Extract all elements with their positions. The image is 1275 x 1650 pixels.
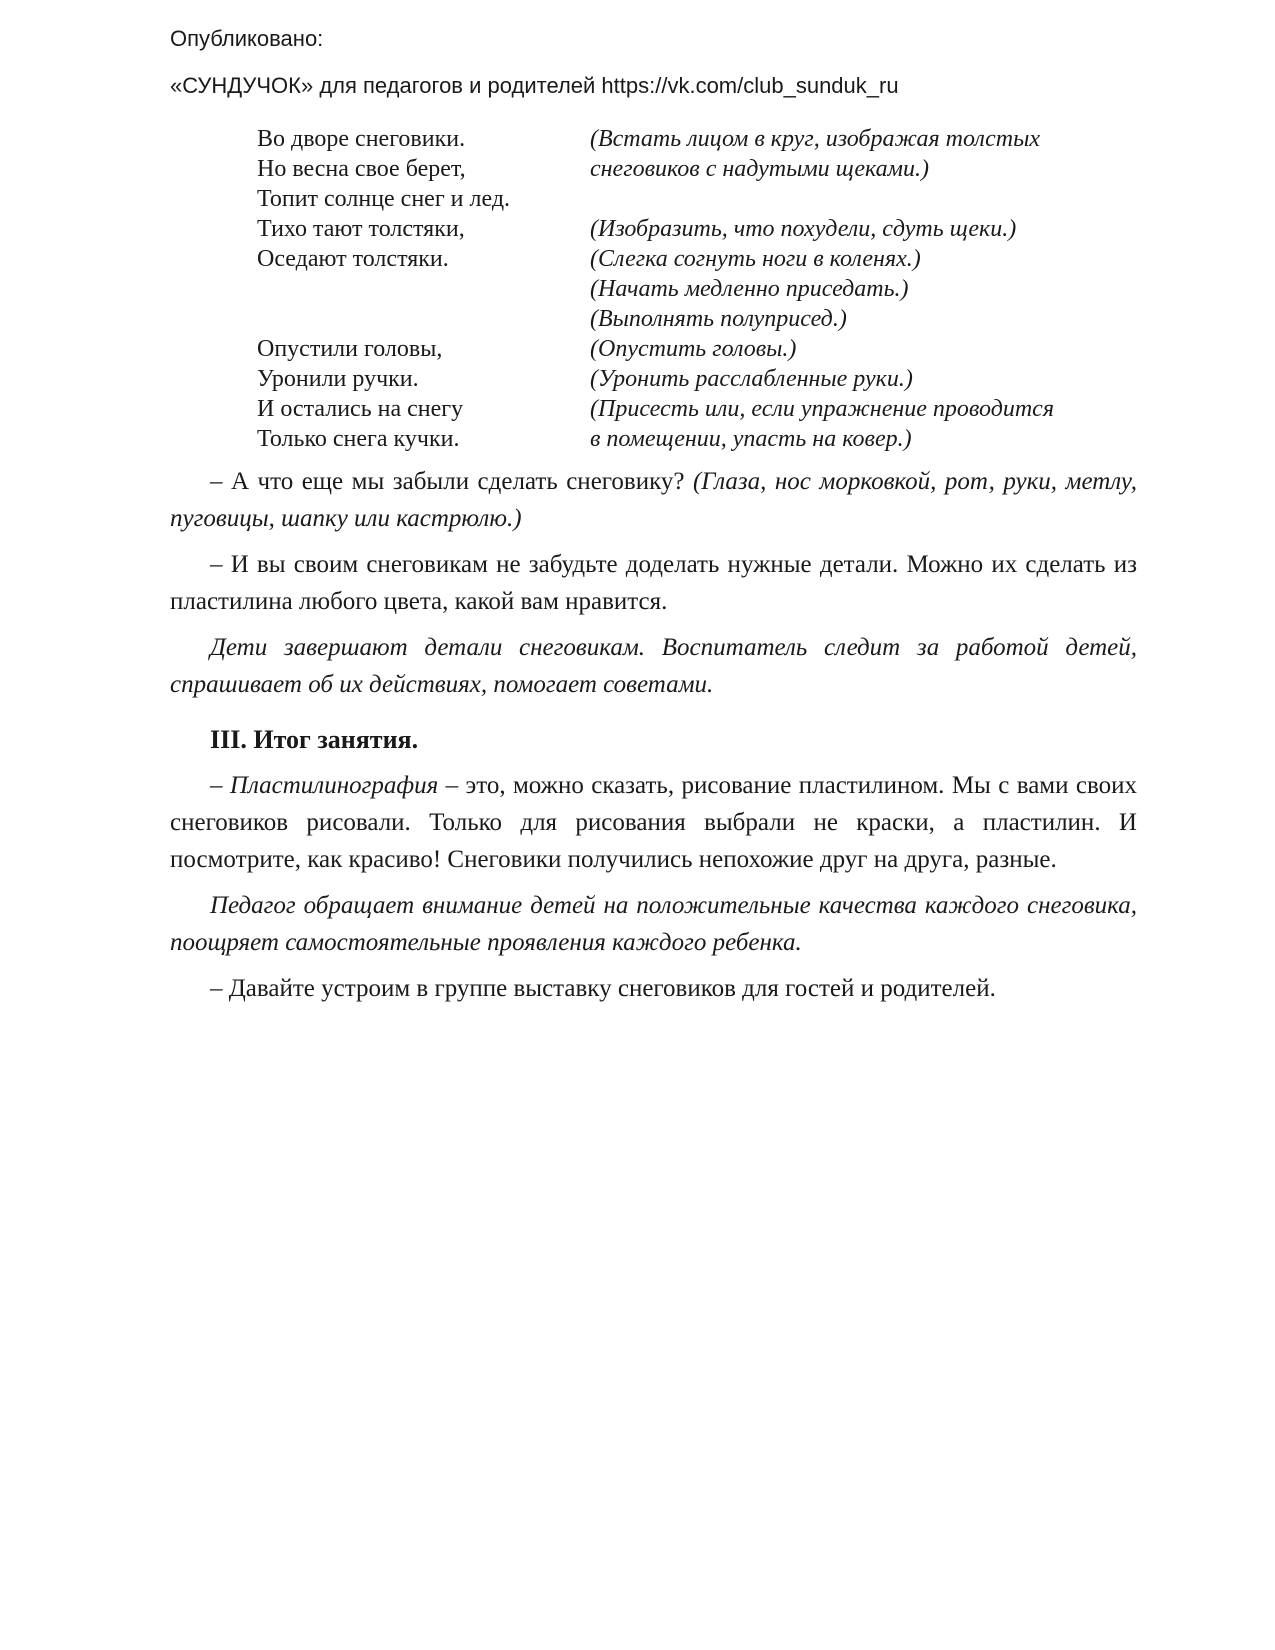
paragraph-question (170, 463, 1137, 537)
poem-row (257, 214, 1137, 244)
poem-line: Во дворе снеговики. (257, 126, 466, 152)
poem-row (257, 184, 1137, 214)
poem-line: Уронили ручки. (257, 366, 419, 392)
document-body (170, 463, 1137, 1007)
poem-action: (Опустить головы.) (590, 336, 797, 362)
teacher-note: Дети завершают детали снеговикам. Воспитатель следит за работой детей, спрашивает об их действиях, помогает советами. (170, 634, 1137, 698)
question-text: – А что еще мы забыли сделать снеговику? (210, 468, 693, 495)
poem-action: (Присесть или, если упражнение проводится (590, 396, 1054, 422)
publication-header (170, 25, 1137, 100)
pedagog-note: Педагог обращает внимание детей на положительные качества каждого снеговика, поощряет самостоятельные проявления каждого ребенка. (170, 892, 1137, 956)
poem-line: Тихо тают толстяки, (257, 216, 465, 242)
poem-action: в помещении, упасть на ковер.) (590, 426, 912, 452)
poem-row (257, 244, 1137, 274)
poem-line: Но весна свое берет, (257, 156, 466, 182)
poem-line: Только снега кучки. (257, 426, 460, 452)
poem-table (257, 124, 1137, 454)
poem-action: (Уронить расслабленные руки.) (590, 366, 913, 392)
question-answer-italic: (Глаза, нос морковкой, рот, руки, метлу, пуговицы, шапку или кастрюлю.) (170, 468, 1137, 532)
poem-row (257, 364, 1137, 394)
source-line: «СУНДУЧОК» для педагогов и родителей https://vk.com/club_sunduk_ru (170, 73, 899, 98)
poem-row (257, 424, 1137, 454)
poem-row (257, 124, 1137, 154)
poem-row (257, 154, 1137, 184)
summary-dash: – (210, 772, 230, 799)
paragraph-instruction: – И вы своим снеговикам не забудьте доделать нужные детали. Можно их сделать из пластилина любого цвета, какой вам нравится. (170, 551, 1137, 615)
poem-row (257, 274, 1137, 304)
poem-line: Топит солнце снег и лед. (257, 186, 511, 212)
poem-action: (Встать лицом в круг, изображая толстых (590, 126, 1041, 152)
summary-term-italic: Пластилинография (229, 772, 439, 799)
poem-action: (Выполнять полуприсед.) (590, 306, 847, 332)
poem-action: (Слегка согнуть ноги в коленях.) (590, 246, 921, 272)
poem-line (257, 274, 590, 304)
poem-row (257, 334, 1137, 364)
poem-line (257, 304, 590, 334)
poem-action: снеговиков с надутыми щеками.) (590, 156, 929, 182)
poem-line: Оседают толстяки. (257, 246, 449, 272)
poem-line: И остались на снегу (257, 396, 464, 422)
poem-row (257, 304, 1137, 334)
section-heading: III. Итог занятия. (210, 725, 419, 754)
summary-text: – это, можно сказать, рисование пластилином. Мы с вами своих снеговиков рисовали. Только для рисования выбрали не краски, а пластилин. И посмотрите, как красиво! Снеговики получились непохожие друг на друга, разные. (170, 772, 1137, 873)
poem-line: Опустили головы, (257, 336, 443, 362)
paragraph-exhibition: – Давайте устроим в группе выставку снеговиков для гостей и родителей. (210, 975, 996, 1002)
poem-action: (Начать медленно приседать.) (590, 276, 909, 302)
paragraph-summary (170, 767, 1137, 878)
published-label: Опубликовано: (170, 26, 324, 51)
poem-action: (Изобразить, что похудели, сдуть щеки.) (590, 216, 1017, 242)
poem-row (257, 394, 1137, 424)
